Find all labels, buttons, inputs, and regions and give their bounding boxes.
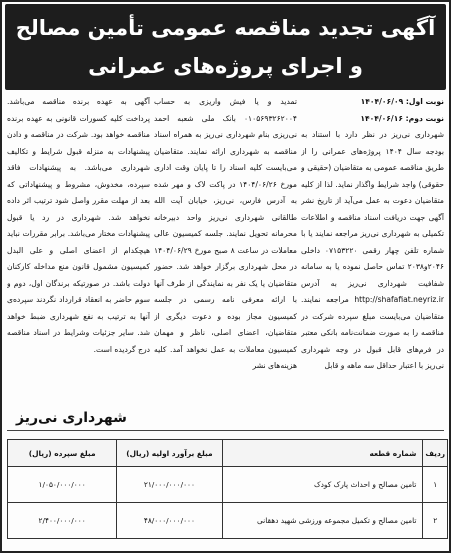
first-date: نوبت اول: ۱۴۰۴/۰۶/۰۹	[360, 97, 444, 106]
deposit-amount: ۲/۴۰۰/۰۰۰/۰۰۰	[8, 503, 117, 539]
item-title: تامین مصالح و احداث پارک کودک	[222, 467, 423, 503]
table-row	[8, 467, 448, 503]
ad-title-line1: آگهی تجدید مناقصه عمومی تأمین مصالح	[15, 16, 436, 40]
row-number: ۲	[423, 503, 448, 539]
tender-table	[7, 439, 448, 539]
body-column-left	[7, 94, 150, 424]
ad-title-line2: و اجرای پروژه‌های عمرانی	[88, 54, 363, 78]
second-date: نوبت دوم: ۱۴۰۴/۰۶/۱۶	[360, 113, 444, 123]
estimate-amount: ۲۱/۰۰۰/۰۰۰/۰۰۰	[117, 467, 222, 503]
header-deposit: مبلغ سپرده (ریال)	[8, 440, 117, 467]
signature-municipality: شهرداری نی‌ریز	[16, 410, 127, 426]
body-text-left: آگهی به عهده برنده مناقصه می‌باشد. پرداخت کلیه کسورات قانونی به عهده برنده مناقصه خواهد بود. شرکت در مناقصه و دادن پیشنهادات به منزله قبول شرایط و تکالیف شهرداری می‌باشد. به پیشنهادات فاقد سپرده، مخدوش، مشروط و پیشنهاداتی که بعد از مهلت مقرر واصل شود ترتیب اثر داده نخواهد شد. شهرداری در رد یا قبول پیشنهادات مختار می‌باشد. برابر مقررات نباید هیچکدام از اعضای اصلی و علی البدل کمیسیون مشمول قانون منع مداخله کارکنان دولت باشد. در صورتیکه برندگان اول، دوم و سوم حاضر به انعقاد قرارداد نگردند سپرده‌ی آنها به ترتیب به نفع شهرداری ضبط خواهد شد. سایر جزئیات وشرایط در اسناد مناقصه درج گردیده است.	[7, 97, 150, 354]
divider	[7, 430, 444, 431]
body-column-middle	[154, 94, 297, 424]
table-header-row	[8, 440, 448, 467]
deposit-amount: ۱/۰۵۰/۰۰۰/۰۰۰	[8, 467, 117, 503]
body-text-right: شهرداری نی‌ریز در نظر دارد با استناد به بودجه سال ۱۴۰۴ پروژه‌های عمرانی را از طریق مناقصه عمومی به متقاضیان (حقیقی و حقوقی) واجد شرایط واگذار نماید. لذا از کلیه متقاضیان دعوت به عمل می‌آید از تاریخ نشر آگهی جهت دریافت اسناد مناقصه و اطلاعات تکمیلی به شهرداری نی‌ریز مراجعه نمایند یا با شماره تلفن چهار رقمی ۰۷۱۵۳۲۲۰ داخلی ۲۰۴۶و۲۰۳۸ تماس حاصل نموده یا به سامانه شفافیت شهرداری نی‌ریز به آدرس http://shafafiat.neyriz.ir مراجعه نمایند. متقاضیان می‌بایست مبلغ سپرده شرکت در مناقصه را به صورت ضمانت‌نامه بانکی معتبر در فرم‌های قابل قبول در وجه شهرداری نی‌ریز با اعتبار حداقل سه ماهه و قابل	[301, 130, 444, 370]
ad-header-banner	[5, 4, 446, 90]
estimate-amount: ۴۸/۰۰۰/۰۰۰/۰۰۰	[117, 503, 222, 539]
body-column-right	[301, 94, 444, 424]
body-text-middle: تمدید و یا فیش واریزی به حساب ۰۱۰۵۶۹۳۲۶۲۰۰۴ بانک ملی شعبه احمد نی‌ریزی بنام شهرداری نی‌ریز به همراه اسناد مناقصه به شهرداری ارائه نمایند. متقاضیان می‌بایست کلیه اسناد را تا پایان وقت اداری مورخ ۱۴۰۴/۰۶/۲۶ در پاکت لاک و مهر شده به آدرس فارس، نی‌ریز، خیابان آیت الله طالقانی شهرداری نی‌ریز واحد دبیرخانه محرمانه تحویل نمایند. جلسه کمیسیون عالی معاملات در ساعت ۸ صبح مورخ ۱۴۰۴/۰۶/۲۹ در محل شهرداری برگزار خواهد شد. حضور متقاضیان یا یک نفر به نمایندگی از طرف آنها با ارائه معرفی نامه رسمی در جلسه کمیسیون مجاز بوده و دعوت دیگری از متقاضیان، اعضای اصلی، ناظر و مهمان کمیسیون معاملات به عمل نخواهد آمد. کلیه هزینه‌های نشر	[154, 97, 297, 370]
header-row-number: ردیف	[423, 440, 448, 467]
row-number: ۱	[423, 467, 448, 503]
item-title: تامین مصالح و تکمیل مجموعه ورزشی شهید دهقانی	[222, 503, 423, 539]
table-row	[8, 503, 448, 539]
header-item-title: شماره قطعه	[222, 440, 423, 467]
ad-body-columns	[7, 94, 444, 424]
header-estimate: مبلغ برآورد اولیه (ریال)	[117, 440, 222, 467]
